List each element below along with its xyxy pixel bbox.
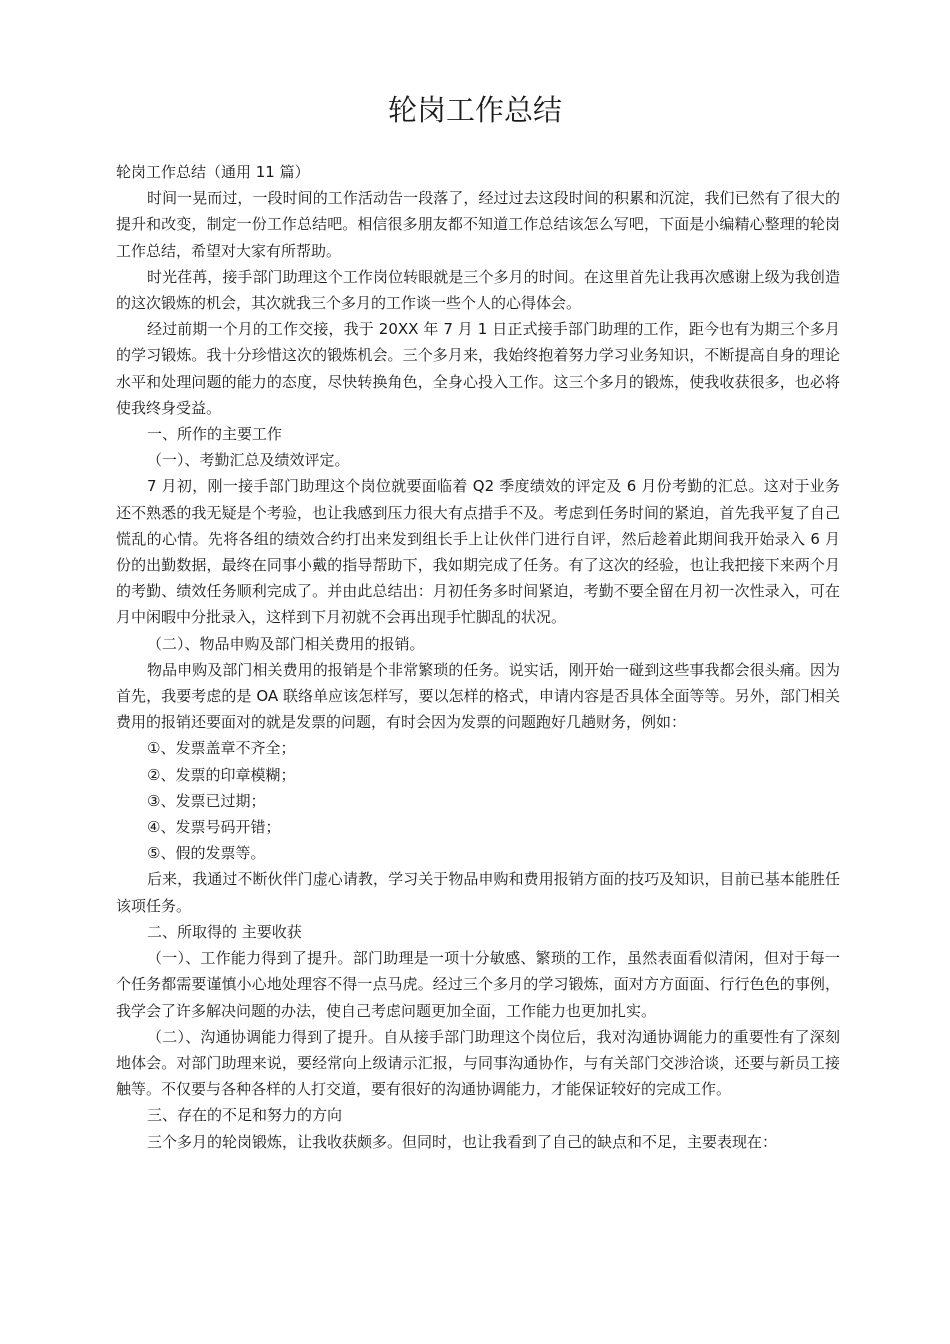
list-item: ②、发票的印章模糊； [147,765,296,784]
body-paragraph: 时光荏苒，接手部门助理这个工作岗位转眼就是三个多月的时间。在这里首先让我再次感谢上级为我创造的这次锻炼的机会，其次就我三个多月的工作谈一些个人的心得体会。 [116,267,840,313]
body-paragraph: （一）、工作能力得到了提升。部门助理是一项十分敏感、繁琐的工作，虽然表面看似清闲，但对于每一个任务都需要谨慎小心地处理容不得一点马虎。经过三个多月的学习锻炼，面对方方面面、行行色色的事例，我学会了许多解决问题的办法，使自己考虑问题更加全面，工作能力也更加扎实。 [116,949,840,1020]
list-item: ⑤、假的发票等。 [147,844,266,863]
document-body [116,159,840,1155]
body-paragraph: 物品申购及部门相关费用的报销是个非常繁琐的任务。说实话，刚开始一碰到这些事我都会很头痛。因为首先，我要考虑的是 OA 联络单应该怎样写，要以怎样的格式，申请内容是否具体全面等等。另外，部门相关费用的报销还要面对的就是发票的问题，有时会因为发票的问题跑好几趟财务，例如： [116,660,840,732]
intro-paragraph: 时间一晃而过，一段时间的工作活动告一段落了，经过过去这段时间的积累和沉淀，我们已然有了很大的提升和改变，制定一份工作总结吧。相信很多朋友都不知道工作总结该怎么写吧，下面是小编精心整理的轮岗工作总结，希望对大家有所帮助。 [116,189,840,260]
body-paragraph: 7 月初，刚一接手部门助理这个岗位就要面临着 Q2 季度绩效的评定及 6 月份考勤的汇总。这对于业务还不熟悉的我无疑是个考验，也让我感到压力很大有点措手不及。考虑到任务时间的紧迫，首先我平复了自己慌乱的心情。先将各组的绩效合约打出来发到组长手上让伙伴门进行自评，然后趁着此期间我开始录入 6 月份的出勤数据，最终在同事小戴的指导帮助下，我如期完成了任务。有了这次的经验，也让我把接下来两个月的考勤、绩效任务顺利完成了。并由此总结出：月初任务多时间紧迫，考勤不要全留在月初一次性录入，可在月中闲暇中分批录入，这样到下月初就不会再出现手忙脚乱的状况。 [116,477,840,627]
section-heading: 一、所作的主要工作 [147,425,283,444]
section-heading: 二、所取得的 主要收获 [147,922,302,941]
list-item: ④、发票号码开错； [147,818,281,837]
body-paragraph: 后来，我通过不断伙伴门虚心请教，学习关于物品申购和费用报销方面的技巧及知识，目前已基本能胜任该项任务。 [116,870,840,915]
list-item: ①、发票盖章不齐全； [147,739,296,758]
subtitle-paragraph: 轮岗工作总结（通用 11 篇） [116,163,310,181]
section-heading: 三、存在的不足和努力的方向 [147,1106,343,1125]
body-paragraph: 三个多月的轮岗锻炼，让我收获颇多。但同时，也让我看到了自己的缺点和不足，主要表现在： [147,1132,778,1151]
list-item: ③、发票已过期； [147,791,266,810]
document-title: 轮岗工作总结 [387,93,562,127]
subsection-heading: （一）、考勤汇总及绩效评定。 [147,451,350,470]
body-paragraph: （二）、沟通协调能力得到了提升。自从接手部门助理这个岗位后，我对沟通协调能力的重要性有了深刻地体会。对部门助理来说，要经常向上级请示汇报，与同事沟通协作，与有关部门交涉洽谈，还要与新员工接触等。不仅要与各种各样的人打交道，要有很好的沟通协调能力，才能保证较好的完成工作。 [116,1027,840,1099]
subsection-heading: （二）、物品申购及部门相关费用的报销。 [147,634,425,653]
body-paragraph: 经过前期一个月的工作交接，我于 20XX 年 7 月 1 日正式接手部门助理的工作，距今也有为期三个多月的学习锻炼。我十分珍惜这次的锻炼机会。三个多月来，我始终抱着努力学习业务知识，不断提高自身的理论水平和处理问题的能力的态度，尽快转换角色，全身心投入工作。这三个多月的锻炼，使我收获很多，也必将使我终身受益。 [116,320,840,417]
